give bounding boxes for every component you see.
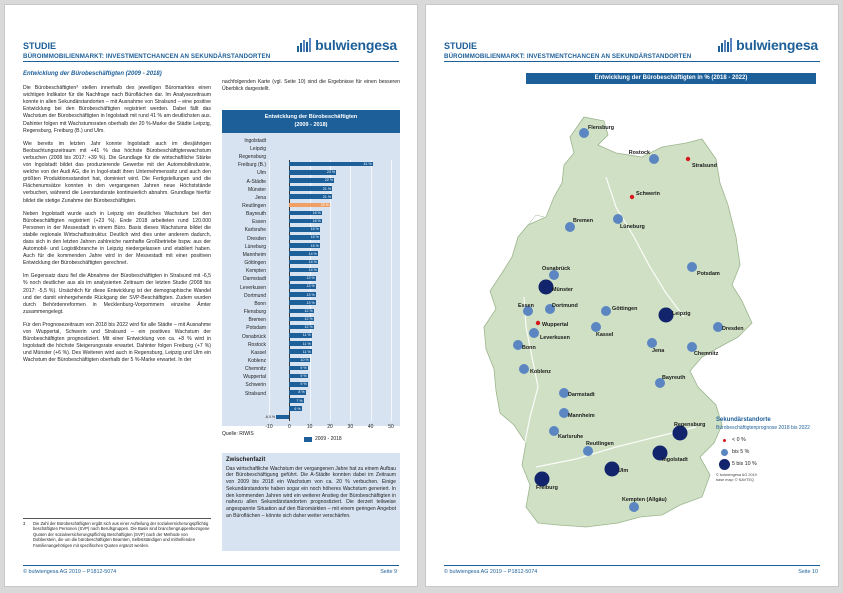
- category-label: Chemnitz: [244, 366, 266, 373]
- company-logo: [717, 35, 818, 55]
- paragraph: Wie bereits im letzten Jahr konnte Ingolstadt auch im diesjährigen Beobachtungszeitraum mit +41 % das höchste Bürobeschäftigtenwachstum verbuchen (2008 bis 2017: +39 %). Die Grundlage für die wirtschaftliche Stärke von Ingolstadt bildet das produzierende Gewerbe mit der Automobilindustrie, welche von der Audi AG, die in Ingol-stadt ihren Unternehmenssitz und auch den größten Produktionsstandort hat, dominiert wird. Die Fertigstellungen und die Flächenumsätze konnten in den vergangenen Jahren neue Höchststände verbuchen, während die Leerstandsrate kontinuierlich abnahm. Grundlage hierfür bildet die stetige Zunahme der Bürobeschäftigten.: [23, 140, 211, 204]
- category-label: Bremen: [248, 317, 266, 324]
- city-label: Chemnitz: [694, 351, 719, 357]
- legend-dot-high: [719, 459, 730, 470]
- city-dot: [519, 364, 529, 374]
- city-label: Mannheim: [568, 413, 595, 419]
- category-label: Rostock: [247, 341, 266, 348]
- city-label: Leverkusen: [540, 335, 570, 341]
- x-tick-label: 30: [347, 424, 354, 430]
- bar-value-label: 11 %: [302, 341, 311, 346]
- category-label: Reutlingen: [242, 203, 266, 210]
- x-tick-label: 0: [287, 424, 291, 430]
- category-label: Leipzig: [250, 145, 266, 152]
- logo-mark-icon: [717, 37, 733, 53]
- text-column-left: [23, 71, 211, 370]
- bar-value-label: 12 %: [304, 325, 313, 330]
- copyright-line-1: © bulwiengesa AG 2019: [716, 473, 757, 477]
- city-dot: [686, 157, 690, 161]
- paragraph: Für den Prognosezeitraum von 2018 bis 2022 wird für alle Städte – mit Ausnahme von Wuppertal, Schwerin und Stralsund – ein positives Wachstum der Bürobeschäftigten prognostiziert. Mit einer Entwicklung von ca. +8 % wird in Ingolstadt die höchste Steigerungsrate erwartet. Dahinter folgen Freiburg (+7 %) und Münster (+6 %). Des Weiteren wird auch in Regensburg, Leipzig und Ulm ein Wachstum der Bürobeschäftigten oberhalb der 5 %-Marke erwartet. In der: [23, 321, 211, 364]
- city-dot: [529, 328, 539, 338]
- header-title: STUDIE: [444, 41, 478, 51]
- x-tick-label: -10: [265, 424, 273, 430]
- legend-item-negative: [716, 434, 826, 446]
- city-label: Stralsund: [692, 163, 717, 169]
- footer-divider: [23, 565, 399, 566]
- category-label: Mannheim: [242, 251, 266, 258]
- chart-title: [222, 110, 400, 133]
- bar-value-label: 9 %: [300, 374, 307, 379]
- category-label: Karlsruhe: [244, 227, 266, 234]
- bar-value-label: 14 %: [308, 268, 317, 273]
- city-label: Essen: [518, 303, 534, 309]
- bar-value-label: 14 %: [308, 259, 317, 264]
- footer-divider: [444, 565, 820, 566]
- report-page-9: [4, 4, 418, 587]
- bar-value-label: 10 %: [300, 357, 309, 362]
- city-label: Bremen: [573, 218, 594, 224]
- summary-heading: Zwischenfazit: [226, 457, 266, 463]
- summary-text: Das wirtschaftliche Wachstum der vergangenen Jahre hat zu einem Aufbau der Bürobeschäftigung geführt. Die A-Städte konnten dabei im Zeitraum von 2009 bis 2018 ein Wachstum von ca. 20 % verbuchen. Einige Sekundärstandorte haben sogar ein noch höheres Wachstum generiert. In den kommenden Jahren wird ein weiterer Anstieg der Bürobeschäftigten in nahezu allen Sekundärstandorten prognostiziert. Die derzeit teilweise angespannte Situation auf den Büromärkten – mit einem geringen Angebot an Büroflächen – könnte sich daher weiter verschärfen.: [226, 465, 396, 519]
- city-label: Kassel: [596, 332, 614, 338]
- city-label: Dortmund: [552, 303, 578, 309]
- bar-value-label: 13 %: [306, 292, 315, 297]
- footnote-number: 3: [23, 521, 26, 526]
- bar-value-label: 12 %: [304, 317, 313, 322]
- legend-label: bis 5 %: [732, 449, 750, 455]
- copyright-line-2: base map: © NAVTEQ: [716, 478, 754, 482]
- city-label: Wuppertal: [542, 322, 569, 328]
- paragraph: Im Gegensatz dazu fiel die Abnahme der Bürobeschäftigten in Stralsund mit -6,5 % noch deutlicher aus als im analysierten Zeitraum der letzten Studie (2008 bis 2017: -5,5 %). Ursächlich für diese Entwicklung ist der demographische Wandel und der damit einhergehende Rückgang der SVP-Beschäftigten. Zudem wurden durch Behördenreformen in Mecklenburg-Vorpommern einzelne Ämter zusammengelegt.: [23, 273, 211, 315]
- logo-text: bulwiengesa: [736, 37, 818, 53]
- logo-mark-icon: [296, 37, 312, 53]
- city-label: Koblenz: [530, 369, 551, 375]
- category-label: Dresden: [247, 235, 266, 242]
- bar: [276, 415, 289, 420]
- category-label: Jena: [255, 194, 266, 201]
- category-label: Stralsund: [244, 390, 266, 397]
- bar-value-label: 11 %: [302, 333, 311, 338]
- category-label: Regensburg: [238, 154, 266, 161]
- bar-value-label: 15 %: [310, 243, 319, 248]
- x-tick-label: 10: [306, 424, 313, 430]
- category-label: Schwerin: [245, 382, 266, 389]
- section-heading: Entwicklung der Bürobeschäftigten (2009 - 2018): [23, 71, 162, 77]
- bar-value-label: 21 %: [322, 194, 332, 199]
- category-label: Münster: [247, 186, 266, 193]
- category-label: Göttingen: [244, 260, 266, 267]
- bar-value-label: 8 %: [298, 390, 305, 395]
- city-dot: [601, 306, 611, 316]
- legend-subtitle: Bürobeschäftigtenprognose 2018 bis 2022: [716, 425, 810, 431]
- header-subtitle: BÜROIMMOBILIENMARKT: INVESTMENTCHANCEN AN SEKUNDÄRSTANDORTEN: [23, 53, 271, 60]
- footnote-text: Die Zahl der Bürobeschäftigten ergibt sich aus einer Aufteilung der sozialversicherungspflichtig beschäftigten Personen (SVP) nach Berufsgruppen. Die Basis sind branchengruppenbezogene Quoten der sozialversicherungspflichtig Beschäftigten (SVP) nach der Methode von Dobberstein, die um die bürobeschäftigten Beamten, Selbstständigen und mithelfenden Familienangehörigen mit spezifischen Quoten ergänzt werden.: [33, 521, 210, 548]
- bar-value-label: 41 %: [363, 162, 372, 167]
- city-label: Jena: [652, 348, 665, 354]
- bar-value-label: 9 %: [300, 382, 307, 387]
- city-label: Kempten (Allgäu): [622, 497, 667, 503]
- city-dot: [630, 195, 634, 199]
- city-label: Freiburg: [536, 485, 558, 491]
- map-copyright: [716, 473, 826, 483]
- footnote: [23, 518, 211, 548]
- city-dot: [629, 502, 639, 512]
- city-label: Darmstadt: [568, 392, 595, 398]
- bar-value-label: 13 %: [306, 276, 315, 281]
- city-label: Bonn: [522, 345, 536, 351]
- summary-box: [222, 453, 400, 551]
- city-label: Karlsruhe: [558, 434, 584, 440]
- gridline: [269, 160, 270, 421]
- city-label: Osnabrück: [542, 266, 571, 272]
- paragraph: Neben Ingolstadt wurde auch in Leipzig ein deutliches Wachstum bei den Bürobeschäftigten registriert (+23 %). Ende 2018 arbeiteten rund 120.000 Personen in der Messestadt in einem Büro. Basis dieses Wachstums bildet die stabile regionale Wirtschaftsstruktur. Deutlich wird dies unter anderem dadurch, dass sich in den letzten Jahren zahlreiche namhafte Großbetriebe bspw. aus der Automobil- und Logistikbranche in Leipzig niedergelassen und etabliert haben. Auch für die kommenden Jahre wird in der Messestadt mit einer positiven Entwicklung der Bürobeschäftigten gerechnet.: [23, 210, 211, 267]
- city-label: Münster: [552, 287, 573, 293]
- header-divider: [444, 61, 820, 62]
- bar-value-label: 13 %: [306, 300, 315, 305]
- legend-label: 2009 - 2018: [315, 436, 342, 442]
- category-label: Bayreuth: [245, 211, 266, 218]
- legend-title: Sekundärstandorte: [716, 417, 771, 423]
- city-label: Rostock: [628, 150, 650, 156]
- chart-title-line-1: Entwicklung der Bürobeschäftigten: [264, 114, 358, 120]
- gridline: [371, 160, 372, 421]
- bar-value-label: 22 %: [324, 178, 334, 183]
- report-page-10: [425, 4, 839, 587]
- legend-dot-moderate: [721, 449, 728, 456]
- city-label: Schwerin: [636, 191, 660, 197]
- category-label: Flensburg: [243, 309, 266, 316]
- bar-value-label: 15 %: [310, 235, 319, 240]
- bar-value-label: 7 %: [296, 398, 303, 403]
- text-column-right: [222, 79, 400, 99]
- category-label: Freiburg (B.): [237, 162, 266, 169]
- city-dot: [647, 338, 657, 348]
- city-label: Dresden: [722, 326, 744, 332]
- bar-value-label: 12 %: [304, 308, 313, 313]
- category-label: Ingolstadt: [244, 137, 266, 144]
- legend-swatch: [304, 437, 312, 442]
- city-label: Ulm: [618, 468, 629, 474]
- city-label: Göttingen: [612, 306, 638, 312]
- bar-value-label: 9 %: [300, 365, 307, 370]
- legend-label: < 0 %: [732, 437, 746, 443]
- x-tick-label: 40: [367, 424, 374, 430]
- footer-copyright: © bulwiengesa AG 2019 – P1812-5074: [444, 569, 538, 575]
- bar-value-label: 13 %: [306, 284, 315, 289]
- paragraph: Die Bürobeschäftigten³ stellen innerhalb des jeweiligen Büromarktes einen wichtigen Indikator für die Nachfrage nach Büroflächen dar. Im Analysezeitraum konnte in allen Sekundärstandorten – mit Ausnahme von Stralsund – eine positive Entwicklung bei den Bürobeschäftigten registriert werden. Dabei fällt das Wachstum der Bürobeschäftigten in Ingolstadt mit rund 41 % am deutlichsten aus. Dahinter folgen mit Wachstumsraten oberhalb der 20 %-Marke die Städte Leipzig, Regensburg, Freiburg (B.) und Ulm.: [23, 85, 211, 134]
- gridline: [310, 160, 311, 421]
- city-label: Potsdam: [697, 271, 720, 277]
- map-title: Entwicklung der Bürobeschäftigten in % (2018 - 2022): [526, 73, 816, 84]
- category-label: Kassel: [250, 349, 266, 356]
- footer-copyright: © bulwiengesa AG 2019 – P1812-5074: [23, 569, 117, 575]
- legend-label: 5 bis 10 %: [732, 461, 757, 467]
- legend-item-high: [716, 458, 826, 470]
- company-logo: [296, 35, 397, 55]
- city-dot: [687, 262, 697, 272]
- page-number: Seite 10: [798, 569, 818, 575]
- chart-source: Quelle: RIWIS: [222, 431, 254, 437]
- city-label: Lüneburg: [620, 224, 645, 230]
- bar-value-label: 23 %: [326, 170, 336, 175]
- bar-value-label: 6 %: [294, 406, 301, 411]
- city-dot: [536, 321, 540, 325]
- x-tick-label: 20: [327, 424, 333, 430]
- category-label: Lüneburg: [244, 243, 266, 250]
- city-label: Bayreuth: [662, 375, 686, 381]
- category-label: Kempten: [245, 268, 266, 275]
- city-dot: [591, 322, 601, 332]
- legend-dot-negative: [723, 439, 726, 442]
- chart-title-line-2: (2009 - 2018): [294, 122, 328, 128]
- category-label: Leverkusen: [240, 284, 266, 291]
- city-label: Regensburg: [674, 422, 706, 428]
- city-dot: [583, 446, 593, 456]
- category-label: Darmstadt: [242, 276, 266, 283]
- plot-area: [264, 160, 391, 421]
- header-subtitle: BÜROIMMOBILIENMARKT: INVESTMENTCHANCEN AN SEKUNDÄRSTANDORTEN: [444, 53, 692, 60]
- bar-value-label: 16 %: [312, 219, 321, 224]
- bar-value-label: 14 %: [308, 251, 317, 256]
- bar-value-label: 21 %: [322, 186, 332, 191]
- category-label: Bonn: [254, 300, 266, 307]
- city-dot: [649, 154, 659, 164]
- page-number: Seite 9: [380, 569, 397, 575]
- gridline: [391, 160, 392, 421]
- gridline: [330, 160, 331, 421]
- bar-value-label: -6,5 %: [264, 414, 276, 419]
- header-title: STUDIE: [23, 41, 57, 51]
- category-label: Wuppertal: [243, 374, 266, 381]
- bar-value-label: 15 %: [310, 227, 319, 232]
- header-divider: [23, 61, 399, 62]
- city-label: Flensburg: [588, 125, 615, 131]
- bar-value-label: 11 %: [302, 349, 311, 354]
- category-label: Potsdam: [246, 325, 266, 332]
- category-label: Ulm: [257, 170, 266, 177]
- x-tick-label: 50: [388, 424, 394, 430]
- bar-value-label: 16 %: [312, 211, 321, 216]
- bar-value-label: 20 %: [320, 202, 329, 207]
- paragraph: nachfolgenden Karte (vgl. Seite 10) sind die Ergebnisse für einen besseren Überblick dargestellt.: [222, 79, 400, 93]
- city-label: Ingolstadt: [662, 457, 688, 463]
- city-label: Leipzig: [672, 311, 691, 317]
- map-legend: [716, 417, 826, 483]
- city-label: Reutlingen: [586, 441, 614, 447]
- category-label: Dortmund: [244, 292, 266, 299]
- city-dot: [613, 214, 623, 224]
- category-label: Osnabrück: [241, 333, 266, 340]
- gridline: [350, 160, 351, 421]
- category-label: A-Städte: [246, 178, 266, 185]
- category-label: Koblenz: [247, 357, 266, 364]
- legend-item-moderate: [716, 446, 826, 458]
- category-label: Essen: [252, 219, 266, 226]
- logo-text: bulwiengesa: [315, 37, 397, 53]
